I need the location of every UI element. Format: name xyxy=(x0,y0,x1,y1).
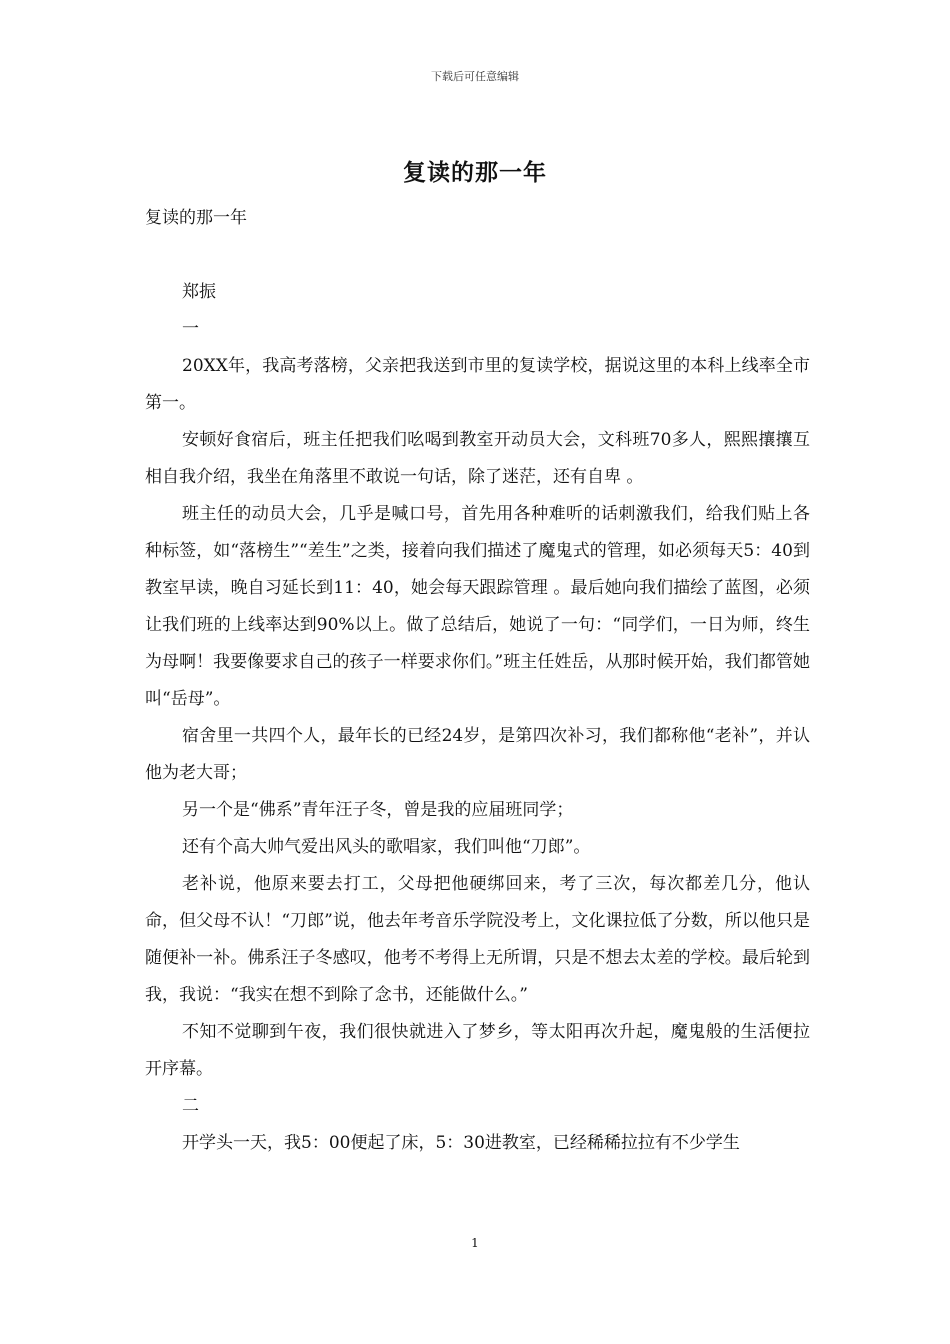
paragraph: 开学头一天，我5：00便起了床，5：30进教室，已经稀稀拉拉有不少学生 xyxy=(182,1133,740,1153)
paragraph: 班主任的动员大会，几乎是喊口号，首先用各种难听的话刺激我们，给我们贴上各种标签，如“落榜生”“差生”之类，接着向我们描述了魔鬼式的管理，如必须每天5：40到教室早读，晚自习延长到11：40，她会每天跟踪管理 。最后她向我们描绘了蓝图，必须让我们班的上线率达到90%以上。做了总结后，她说了一句：“同学们，一日为师，终生为母啊！我要像要求自己的孩子一样要求你们。”班主任姓岳，从那时候开始，我们都管她叫“岳母”。 xyxy=(145,504,810,709)
document-body xyxy=(145,200,810,1162)
paragraph: 20XX年，我高考落榜，父亲把我送到市里的复读学校，据说这里的本科上线率全市第一。 xyxy=(145,356,810,413)
paragraph: 另一个是“佛系”青年汪子冬，曾是我的应届班同学； xyxy=(182,800,574,820)
header-note: 下载后可任意编辑 xyxy=(431,70,519,83)
document-title: 复读的那一年 xyxy=(403,159,547,186)
subtitle-line: 复读的那一年 xyxy=(145,208,247,228)
paragraph: 不知不觉聊到午夜，我们很快就进入了梦乡，等太阳再次升起，魔鬼般的生活便拉开序幕。 xyxy=(145,1022,810,1079)
paragraph: 宿舍里一共四个人，最年长的已经24岁，是第四次补习，我们都称他“老补”，并认他为老大哥； xyxy=(145,726,810,783)
paragraph: 安顿好食宿后，班主任把我们吆喝到教室开动员大会，文科班70多人，熙熙攘攘互相自我介绍，我坐在角落里不敢说一句话，除了迷茫，还有自卑 。 xyxy=(145,430,810,487)
section-heading: 一 xyxy=(182,319,199,339)
author-line: 郑振 xyxy=(182,282,216,302)
paragraph: 老补说，他原来要去打工，父母把他硬绑回来，考了三次，每次都差几分，他认命，但父母不认！“刀郎”说，他去年考音乐学院没考上，文化课拉低了分数，所以他只是随便补一补。佛系汪子冬感叹，他考不考得上无所谓，只是不想去太差的学校。最后轮到我，我说：“我实在想不到除了念书，还能做什么。” xyxy=(145,874,810,1005)
section-heading: 二 xyxy=(182,1096,199,1116)
page-number: 1 xyxy=(471,1236,479,1250)
paragraph: 还有个高大帅气爱出风头的歌唱家，我们叫他“刀郎”。 xyxy=(182,837,591,857)
